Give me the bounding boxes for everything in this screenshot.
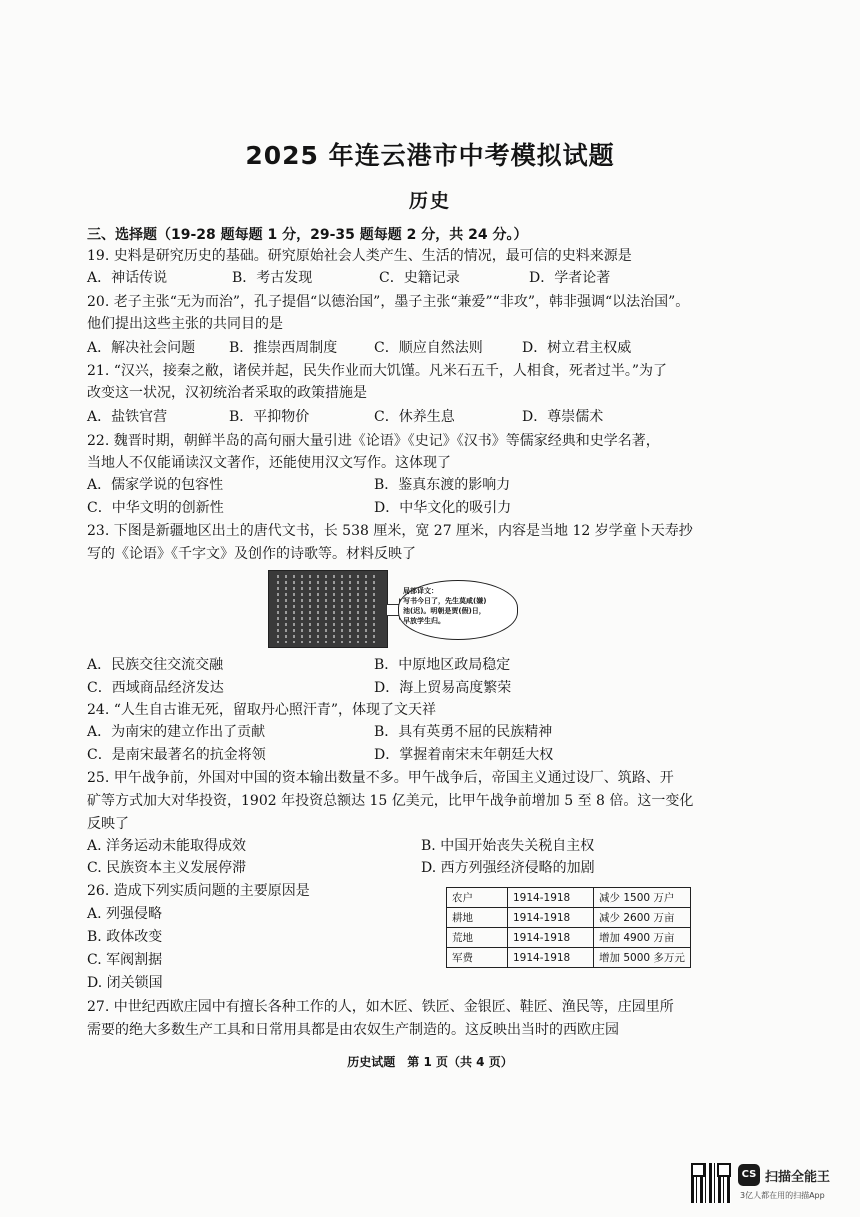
q25-option-d: D. 西方列强经济侵略的加剧 [421,860,595,876]
camscanner-tagline: 3亿人都在用的扫描App [740,1191,825,1200]
q22-option-c: C．中华文明的创新性 [87,500,224,516]
table-cell: 增加 4900 万亩 [594,928,691,948]
q20-option-a: A．解决社会问题 [87,340,196,356]
q20-stem-line: 20. 老子主张“无为而治”，孔子提倡“以德治国”，墨子主张“兼爱”“非攻”，韩非强调“以法治国”。 [87,294,690,310]
q21-stem-line: 改变这一状况，汉初统治者采取的政策措施是 [87,385,367,401]
table-cell: 1914-1918 [508,928,594,948]
q23-stem-line: 23. 下图是新疆地区出土的唐代文书，长 538 厘米，宽 27 厘米，内容是当地 12 岁学童卜天寿抄 [87,523,693,539]
q25-stem-line: 矿等方式加大对华投资，1902 年投资总额达 15 亿美元，比甲午战争前增加 5 至 8 倍。这一变化 [87,793,694,809]
table-cell: 农户 [447,888,508,908]
camscanner-logo: CS [738,1164,760,1186]
q26-option-c: C. 军阀割据 [87,952,163,968]
q24-stem-line: 24. “人生自古谁无死，留取丹心照汗青”，体现了文天祥 [87,702,437,718]
q22-option-b: B．鉴真东渡的影响力 [374,477,511,493]
q27-stem-line: 27. 中世纪西欧庄园中有擅长各种工作的人，如木匠、铁匠、金银匠、鞋匠、渔民等，庄园里所 [87,999,674,1015]
qr-code-icon [691,1163,731,1203]
q23-option-a: A．民族交往交流交融 [87,657,224,673]
table-row [447,948,691,968]
tang-document-photo [268,570,388,648]
q21-option-c: C．休养生息 [374,409,455,425]
table-row [447,888,691,908]
camscanner-name: 扫描全能王 [765,1170,831,1185]
table-cell: 减少 2600 万亩 [594,908,691,928]
table-cell: 减少 1500 万户 [594,888,691,908]
q24-option-d: D．掌握着南宋末年朝廷大权 [374,747,554,763]
q24-option-a: A．为南宋的建立作出了贡献 [87,724,266,740]
q20-option-d: D．树立君主权威 [522,340,632,356]
translation-text: 局部译文： 写书今日了，先生莫咸(嫌) 池(迟)。明朝是贾(假)日， 早放学生归。 [403,587,487,625]
q21-option-b: B．平抑物价 [229,409,310,425]
q26-option-d: D. 闭关锁国 [87,975,163,991]
q25-option-b: B. 中国开始丧失关税自主权 [421,838,595,854]
q21-stem-line: 21. “汉兴，接秦之敝，诸侯并起，民失作业而大饥馑。凡米石五千，人相食，死者过半。”为了 [87,363,668,379]
q25-stem-line: 反映了 [87,816,129,832]
q25-stem-line: 25. 甲午战争前，外国对中国的资本输出数量不多。甲午战争后，帝国主义通过设厂、筑路、开 [87,770,674,786]
table-cell: 1914-1918 [508,908,594,928]
q23-option-d: D．海上贸易高度繁荣 [374,680,512,696]
q25-option-a: A. 洋务运动未能取得成效 [87,838,247,854]
q20-stem-line: 他们提出这些主张的共同目的是 [87,316,283,332]
q22-option-d: D．中华文化的吸引力 [374,500,512,516]
subject-title: 历史 [408,190,451,212]
q22-option-a: A．儒家学说的包容性 [87,477,224,493]
q19-stem-line: 19. 史料是研究历史的基础。研究原始社会人类产生、生活的情况，最可信的史料来源是 [87,248,632,264]
q19-option-a: A．神话传说 [87,270,168,286]
table-cell: 军费 [447,948,508,968]
q24-option-c: C．是南宋最著名的抗金将领 [87,747,266,763]
table-row [447,928,691,948]
table-cell: 增加 5000 多万元 [594,948,691,968]
q23-option-b: B．中原地区政局稳定 [374,657,511,673]
q21-option-d: D．尊崇儒术 [522,409,604,425]
table-cell: 1914-1918 [508,948,594,968]
q23-stem-line: 写的《论语》《千字文》及创作的诗歌等。材料反映了 [87,546,416,562]
table-cell: 1914-1918 [508,888,594,908]
q22-stem-line: 当地人不仅能诵读汉文著作，还能使用汉文写作。这体现了 [87,455,451,471]
table-cell: 耕地 [447,908,508,928]
table-row [447,908,691,928]
q26-stem-line: 26. 造成下列实质问题的主要原因是 [87,883,310,899]
q19-option-b: B．考古发现 [232,270,313,286]
q27-stem-line: 需要的绝大多数生产工具和日常用具都是由农奴生产制造的。这反映出当时的西欧庄园 [87,1022,619,1038]
table-cell: 荒地 [447,928,508,948]
q26-data-table [446,887,691,968]
exam-title: 2025 年连云港市中考模拟试题 [245,141,615,170]
q20-option-b: B．推崇西周制度 [229,340,338,356]
q20-option-c: C．顺应自然法则 [374,340,483,356]
q22-stem-line: 22. 魏晋时期，朝鲜半岛的高句丽大量引进《论语》《史记》《汉书》等儒家经典和史学名著， [87,433,660,449]
q24-option-b: B．具有英勇不屈的民族精神 [374,724,553,740]
q26-option-a: A. 列强侵略 [87,906,163,922]
q19-option-d: D．学者论著 [529,270,611,286]
section-heading: 三、选择题（19-28 题每题 1 分，29-35 题每题 2 分，共 24 分。） [87,227,528,243]
q26-option-b: B. 政体改变 [87,929,163,945]
page-footer: 历史试题 第 1 页（共 4 页） [347,1055,513,1069]
q23-option-c: C．西域商品经济发达 [87,680,224,696]
q19-option-c: C．史籍记录 [379,270,460,286]
q21-option-a: A．盐铁官营 [87,409,168,425]
q25-option-c: C. 民族资本主义发展停滞 [87,860,247,876]
